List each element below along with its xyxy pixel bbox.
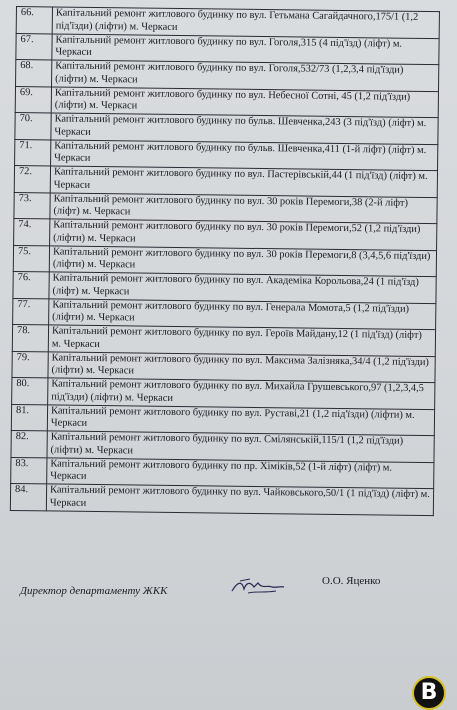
row-description: Капітальний ремонт житлового будинку по вул. Михайла Грушевського,97 (1,2,3,4,5 під'їзди) (ліфти) м. Черкаси: [48, 378, 435, 409]
row-number: 74.: [14, 218, 50, 245]
table-body: [10, 7, 439, 516]
row-description: Капітальний ремонт житлового будинку по вул. Гоголя,532/73 (1,2,3,4 під'їзди) (ліфти) м. Черкаси: [52, 60, 439, 91]
row-number: 80.: [12, 377, 48, 404]
row-number: 72.: [14, 165, 50, 192]
row-number: 69.: [15, 86, 51, 113]
row-description: Капітальний ремонт житлового будинку по вул. 30 років Перемоги,52 (1,2 під'їзди) (ліфти) м. Черкаси: [50, 219, 437, 250]
row-description: Капітальний ремонт житлового будинку по вул. Академіка Корольова,24 (1 під'їзд) (ліфт) м. Черкаси: [49, 272, 436, 303]
logo-badge: В: [412, 676, 446, 710]
row-description: Капітальний ремонт житлового будинку по вул. Пастерівській,44 (1 під'їзд) (ліфт) м. Черкаси: [50, 166, 437, 197]
row-number: 84.: [10, 483, 46, 510]
handwritten-signature: [228, 575, 288, 599]
row-number: 70.: [15, 112, 51, 139]
row-number: 73.: [14, 192, 50, 219]
row-number: 67.: [16, 33, 52, 60]
row-number: 81.: [11, 404, 47, 431]
row-number: 78.: [12, 324, 48, 351]
table-row: [10, 483, 433, 515]
row-description: Капітальний ремонт житлового будинку по вул. Гоголя,315 (4 під'їзд) (ліфт) м. Черкаси: [52, 33, 439, 64]
row-description: Капітальний ремонт житлового будинку по вул. 30 років Перемоги,38 (2-й ліфт) (ліфт) м. Черкаси: [50, 192, 437, 223]
row-description: Капітальний ремонт житлового будинку по бульв. Шевченка,243 (3 під'їзд) (ліфт) м. Черкаси: [51, 113, 438, 144]
row-number: 79.: [12, 351, 48, 378]
director-title: Директор департаменту ЖКК: [20, 585, 168, 597]
row-number: 76.: [13, 271, 49, 298]
row-description: Капітальний ремонт житлового будинку по вул. Гетьмана Сагайдачного,175/1 (1,2 під'їзди) (ліфти) м. Черкаси: [52, 7, 439, 38]
row-description: Капітальний ремонт житлового будинку по вул. Смілянській,115/1 (1,2 під'їзди) (ліфти) м. Черкаси: [47, 431, 434, 462]
row-description: Капітальний ремонт житлового будинку по вул. Руставі,21 (1,2 під'їзди) (ліфти) м. Черкаси: [47, 404, 434, 435]
row-description: Капітальний ремонт житлового будинку по вул. Небесної Сотні, 45 (1,2 під'їзди) (ліфти) м. Черкаси: [51, 86, 438, 117]
row-description: Капітальний ремонт житлового будинку по вул. Генерала Момота,5 (1,2 під'їзди) (ліфти) м. Черкаси: [49, 298, 436, 329]
row-number: 71.: [15, 139, 51, 166]
row-description: Капітальний ремонт житлового будинку по бульв. Шевченка,411 (1-й ліфт) (ліфт) м. Черкаси: [51, 139, 438, 170]
signature-block: [0, 575, 457, 615]
repairs-table: [10, 6, 440, 516]
row-number: 77.: [13, 298, 49, 325]
row-description: Капітальний ремонт житлового будинку по вул. Героїв Майдану,12 (1 під'їзд) (ліфт) м. Черкаси: [48, 325, 435, 356]
row-number: 83.: [11, 457, 47, 484]
row-number: 75.: [13, 245, 49, 272]
signer-name: О.О. Яценко: [322, 575, 381, 587]
row-description: Капітальний ремонт житлового будинку по вул. 30 років Перемоги,8 (3,4,5,6 під'їзди) (ліфти) м. Черкаси: [49, 245, 436, 276]
row-description: Капітальний ремонт житлового будинку по пр. Хіміків,52 (1-й ліфт) (ліфт) м. Черкаси: [47, 457, 434, 488]
row-description: Капітальний ремонт житлового будинку по вул. Максима Залізняка,34/4 (1,2 під'їзди) (ліфти) м. Черкаси: [48, 351, 435, 382]
row-number: 66.: [16, 7, 52, 34]
row-number: 82.: [11, 430, 47, 457]
row-number: 68.: [16, 60, 52, 87]
row-description: Капітальний ремонт житлового будинку по вул. Чайковського,50/1 (1 під'їзд) (ліфт) м. Черкаси: [46, 484, 433, 515]
